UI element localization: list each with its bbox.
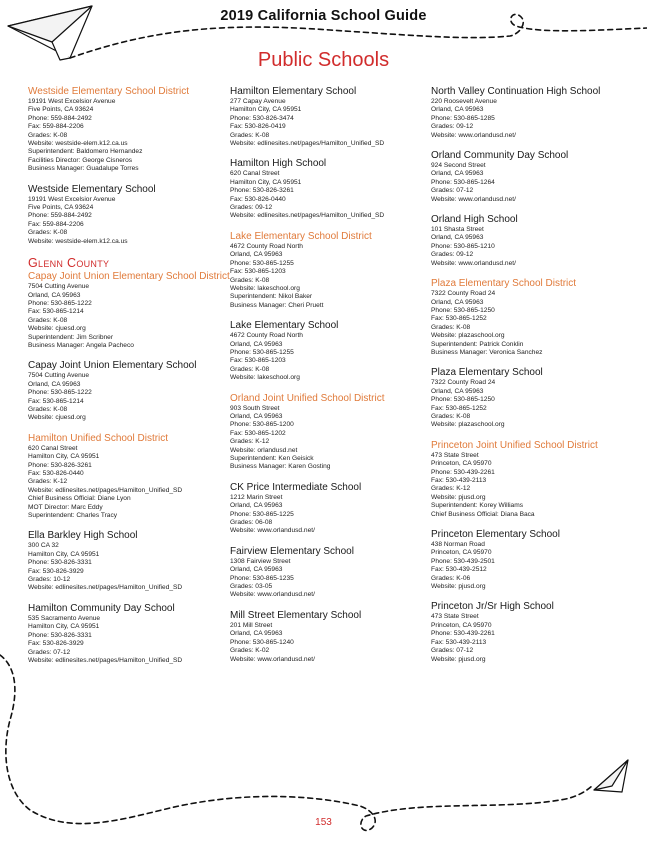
directory-column-2 [230, 86, 430, 674]
entry-detail-line: Phone: 530-826-3261 [230, 187, 294, 195]
entry-detail-line: Orland, CA 95963 [431, 387, 484, 395]
entry-detail-line: Fax: 559-884-2206 [28, 220, 84, 228]
page-header-title: 2019 California School Guide [220, 8, 427, 24]
entry-detail-line: Fax: 530-865-1214 [28, 308, 84, 316]
entry-detail-line: Phone: 530-865-1235 [230, 574, 294, 582]
entry-detail-line: Website: www.orlandusd.net/ [431, 131, 516, 139]
entry-detail-line: 19191 West Excelsior Avenue [28, 98, 116, 105]
school-name: CK Price Intermediate School [230, 481, 362, 493]
entry-detail-line: Phone: 530-865-1225 [230, 510, 294, 518]
entry-detail-line: Website: plazaschool.org [431, 421, 505, 429]
entry-detail-line: Grades: K-12 [431, 485, 471, 493]
entry-detail-line: 473 State Street [431, 451, 479, 459]
entry-detail-line: 19191 West Excelsior Avenue [28, 195, 116, 203]
entry-detail-line: Phone: 530-865-1210 [431, 242, 495, 250]
entry-detail-line: Phone: 530-826-3261 [28, 461, 92, 469]
entry-detail-line: MOT Director: Marc Eddy [28, 503, 103, 511]
entry-detail-line: Phone: 559-884-2492 [28, 212, 92, 220]
entry-detail-line: 101 Shasta Street [431, 226, 484, 234]
entry-detail-line: Princeton, CA 95970 [431, 621, 492, 629]
entry-detail-line: Grades: 09-12 [230, 204, 273, 212]
school-entry [431, 150, 631, 204]
section-title: Public Schools [257, 49, 390, 71]
school-entry [230, 320, 430, 382]
entry-detail-line: Phone: 530-826-3331 [28, 559, 92, 567]
entry-detail-line: Grades: K-08 [28, 405, 68, 413]
school-entry [431, 367, 631, 429]
school-name: Hamilton High School [230, 158, 327, 170]
entry-detail-line: Fax: 530-865-1202 [230, 429, 286, 437]
county-heading: Glenn County [28, 256, 110, 271]
entry-detail-line: Superintendent: Nikol Baker [230, 293, 313, 301]
entry-detail-line: Grades: 03-05 [230, 583, 273, 591]
entry-detail-line: Website: pjusd.org [431, 655, 486, 663]
entry-detail-line: 620 Canal Street [28, 444, 78, 452]
district-entry [230, 231, 430, 310]
entry-detail-line: Grades: 06-08 [230, 519, 273, 527]
entry-detail-line: 473 State Street [431, 613, 479, 621]
entry-detail-line: Chief Business Official: Diana Baca [431, 510, 535, 518]
entry-detail-line: Phone: 530-865-1222 [28, 299, 92, 307]
entry-detail-line: 7322 County Road 24 [431, 379, 496, 387]
entry-detail-line: Fax: 530-826-0440 [28, 470, 84, 477]
entry-detail-line: 924 Second Street [431, 162, 486, 170]
entry-detail-line: Phone: 530-439-2261 [431, 630, 495, 638]
entry-detail-line: Phone: 530-826-3474 [230, 114, 294, 122]
district-entry [431, 440, 631, 519]
district-entry [28, 86, 230, 174]
school-name: Princeton Elementary School [431, 529, 560, 541]
school-entry [28, 603, 230, 665]
school-name: Capay Joint Union Elementary School [28, 360, 197, 372]
entry-detail-line: Website: www.orlandusd.net/ [230, 591, 315, 599]
entry-detail-line: Chief Business Official: Diane Lyon [28, 495, 131, 503]
page-number: 153 [315, 817, 332, 828]
entry-detail-line: Website: edlinesites.net/pages/Hamilton_Unified_SD [230, 140, 385, 148]
entry-detail-line: Orland, CA 95963 [431, 170, 484, 178]
entry-detail-line: Five Points, CA 93624 [28, 106, 94, 114]
school-name: Fairview Elementary School [230, 545, 354, 557]
entry-detail-line: Facilities Director: George Cisneros [28, 156, 133, 164]
entry-detail-line: Grades: K-08 [431, 323, 471, 331]
entry-detail-line: Fax: 530-826-0440 [230, 195, 286, 203]
entry-detail-line: Grades: K-08 [431, 412, 471, 420]
entry-detail-line: Hamilton City, CA 95951 [28, 550, 100, 558]
entry-detail-line: Phone: 530-865-1222 [28, 389, 92, 397]
entry-detail-line: Fax: 530-439-2113 [431, 638, 487, 646]
entry-detail-line: Fax: 530-826-3929 [28, 567, 84, 575]
school-entry [230, 86, 430, 148]
school-entry [431, 601, 631, 663]
entry-detail-line: Orland, CA 95963 [230, 566, 283, 574]
district-entry [431, 278, 631, 357]
entry-detail-line: Grades: 07-12 [431, 187, 474, 195]
entry-detail-line: Website: www.orlandusd.net/ [230, 527, 315, 535]
entry-detail-line: Grades: 09-12 [431, 123, 474, 131]
entry-detail-line: Phone: 530-865-1255 [230, 348, 294, 356]
entry-detail-line: Orland, CA 95963 [28, 291, 81, 299]
school-name: Ella Barkley High School [28, 530, 138, 542]
school-entry [431, 529, 631, 591]
entry-detail-line: Phone: 530-865-1240 [230, 638, 294, 646]
entry-detail-line: Orland, CA 95963 [230, 340, 283, 348]
entry-detail-line: Orland, CA 95963 [230, 412, 283, 420]
school-name: Westside Elementary School [28, 183, 156, 195]
entry-detail-line: Business Manager: Guadalupe Torres [28, 165, 139, 173]
entry-detail-line: Fax: 530-865-1252 [431, 315, 487, 323]
entry-detail-line: Fax: 559-884-2206 [28, 123, 84, 131]
school-entry [28, 530, 230, 592]
district-name: Hamilton Unified School District [28, 432, 169, 444]
entry-detail-line: Business Manager: Karen Gosting [230, 463, 331, 471]
entry-detail-line: 4672 County Road North [230, 242, 303, 250]
entry-detail-line: Website: plazaschool.org [431, 332, 505, 340]
school-entry [28, 360, 230, 422]
entry-detail-line: Phone: 530-826-3331 [28, 631, 92, 639]
entry-detail-line: 535 Sacramento Avenue [28, 614, 101, 622]
entry-detail-line: Fax: 530-826-3929 [28, 640, 84, 648]
entry-detail-line: Superintendent: Jim Scribner [28, 333, 114, 341]
entry-detail-line: Grades: K-08 [28, 131, 68, 139]
district-name: Princeton Joint Unified School District [431, 439, 598, 451]
entry-detail-line: Phone: 530-865-1250 [431, 396, 495, 404]
entry-detail-line: 1308 Fairview Street [230, 557, 291, 565]
entry-detail-line: Phone: 559-884-2492 [28, 114, 92, 122]
paper-airplane-icon [594, 760, 628, 792]
entry-detail-line: Website: orlandusd.net [230, 446, 298, 454]
entry-detail-line: Website: pjusd.org [431, 493, 486, 501]
entry-detail-line: Website: cjuesd.org [28, 325, 86, 333]
school-entry [431, 86, 631, 140]
entry-detail-line: Fax: 530-865-1214 [28, 397, 84, 405]
entry-detail-line: Website: www.orlandusd.net/ [431, 195, 516, 203]
entry-detail-line: Princeton, CA 95970 [431, 549, 492, 557]
directory-column-1 [28, 86, 230, 675]
school-name: Mill Street Elementary School [230, 609, 362, 621]
entry-detail-line: Grades: K-02 [230, 647, 270, 655]
entry-detail-line: 903 South Street [230, 404, 280, 412]
entry-detail-line: Website: westside-elem.k12.ca.us [28, 237, 128, 245]
district-entry [230, 393, 430, 472]
entry-detail-line: Orland, CA 95963 [230, 630, 283, 638]
entry-detail-line: 7504 Cutting Avenue [28, 372, 90, 380]
entry-detail-line: Hamilton City, CA 95951 [28, 453, 100, 461]
entry-detail-line: Princeton, CA 95970 [431, 460, 492, 468]
entry-detail-line: Fax: 530-865-1252 [431, 404, 487, 412]
entry-detail-line: Fax: 530-865-1203 [230, 268, 286, 276]
school-entry [28, 184, 230, 246]
entry-detail-line: Grades: K-08 [230, 365, 270, 373]
school-entry [230, 158, 430, 220]
entry-detail-line: Fax: 530-865-1203 [230, 357, 286, 365]
entry-detail-line: Website: www.orlandusd.net/ [230, 655, 315, 663]
entry-detail-line: 300 CA 32 [28, 542, 59, 550]
entry-detail-line: Business Manager: Veronica Sanchez [431, 348, 543, 356]
entry-detail-line: Superintendent: Charles Tracy [28, 512, 118, 520]
school-entry [230, 610, 430, 664]
entry-detail-line: 7322 County Road 24 [431, 290, 496, 298]
entry-detail-line: Website: cjuesd.org [28, 414, 86, 422]
entry-detail-line: Grades: K-08 [28, 316, 68, 324]
entry-detail-line: Business Manager: Angela Pacheco [28, 341, 134, 349]
school-name: Princeton Jr/Sr High School [431, 601, 554, 613]
entry-detail-line: Phone: 530-439-2501 [431, 557, 495, 565]
entry-detail-line: Phone: 530-865-1255 [230, 259, 294, 267]
entry-detail-line: Website: lakeschool.org [230, 374, 300, 382]
entry-detail-line: Grades: K-12 [28, 478, 68, 486]
school-name: Orland High School [431, 214, 518, 226]
entry-detail-line: Website: edlinesites.net/pages/Hamilton_Unified_SD [28, 486, 183, 494]
entry-detail-line: Website: edlinesites.net/pages/Hamilton_Unified_SD [28, 656, 183, 664]
district-entry [28, 433, 230, 521]
entry-detail-line: Superintendent: Ken Geisick [230, 455, 314, 462]
school-name: North Valley Continuation High School [431, 86, 601, 97]
entry-detail-line: Grades: K-08 [230, 276, 270, 284]
entry-detail-line: 7504 Cutting Avenue [28, 283, 90, 291]
entry-detail-line: Website: lakeschool.org [230, 284, 300, 292]
district-name: Lake Elementary School District [230, 230, 372, 242]
entry-detail-line: Grades: 09-12 [431, 251, 474, 259]
entry-detail-line: Orland, CA 95963 [431, 234, 484, 242]
school-entry [230, 482, 430, 536]
entry-detail-line: Fax: 530-439-2512 [431, 566, 487, 574]
entry-detail-line: Orland, CA 95963 [230, 502, 283, 510]
entry-detail-line: Hamilton City, CA 95951 [28, 623, 100, 631]
entry-detail-line: Website: www.orlandusd.net/ [431, 259, 516, 267]
entry-detail-line: Superintendent: Korey Williams [431, 502, 523, 510]
entry-detail-line: Grades: 07-12 [28, 648, 71, 656]
school-entry [431, 214, 631, 268]
entry-detail-line: Website: edlinesites.net/pages/Hamilton_Unified_SD [230, 212, 385, 220]
school-name: Hamilton Community Day School [28, 602, 175, 614]
entry-detail-line: Grades: K-08 [28, 229, 68, 237]
entry-detail-line: Five Points, CA 93624 [28, 204, 94, 212]
entry-detail-line: Grades: K-08 [230, 131, 270, 139]
entry-detail-line: Website: edlinesites.net/pages/Hamilton_Unified_SD [28, 584, 183, 592]
school-name: Lake Elementary School [230, 320, 339, 332]
district-name: Plaza Elementary School District [431, 278, 577, 290]
district-name: Capay Joint Union Elementary School District [28, 271, 230, 283]
entry-detail-line: Phone: 530-865-1250 [431, 306, 495, 314]
entry-detail-line: Grades: K-06 [431, 574, 471, 582]
entry-detail-line: 620 Canal Street [230, 170, 280, 178]
school-name: Hamilton Elementary School [230, 86, 357, 97]
entry-detail-line: Fax: 530-439-2113 [431, 477, 487, 484]
entry-detail-line: Grades: 07-12 [431, 647, 474, 655]
entry-detail-line: Hamilton City, CA 95951 [230, 106, 302, 114]
school-entry [230, 546, 430, 600]
entry-detail-line: 1212 Marin Street [230, 493, 283, 501]
entry-detail-line: Business Manager: Cheri Pruett [230, 301, 324, 309]
entry-detail-line: Orland, CA 95963 [230, 251, 283, 259]
entry-detail-line: Grades: K-12 [230, 438, 270, 446]
entry-detail-line: Website: westside-elem.k12.ca.us [28, 140, 128, 148]
entry-detail-line: Superintendent: Patrick Conklin [431, 340, 524, 348]
entry-detail-line: Superintendent: Baldomero Hernandez [28, 148, 143, 156]
entry-detail-line: 201 Mill Street [230, 621, 273, 629]
district-entry [28, 256, 230, 350]
entry-detail-line: 4672 County Road North [230, 332, 303, 340]
entry-detail-line: Fax: 530-826-0419 [230, 123, 286, 131]
entry-detail-line: Grades: 10-12 [28, 576, 71, 584]
entry-detail-line: Orland, CA 95963 [431, 298, 484, 306]
entry-detail-line: Phone: 530-439-2261 [431, 468, 495, 476]
district-name: Orland Joint Unified School District [230, 392, 385, 404]
entry-detail-line: Orland, CA 95963 [28, 380, 81, 388]
school-name: Orland Community Day School [431, 150, 569, 162]
entry-detail-line: Phone: 530-865-1200 [230, 421, 294, 429]
directory-column-3 [431, 86, 631, 674]
entry-detail-line: 220 Roosevelt Avenue [431, 98, 497, 105]
district-name: Westside Elementary School District [28, 86, 189, 97]
entry-detail-line: 438 Norman Road [431, 541, 485, 549]
entry-detail-line: Phone: 530-865-1285 [431, 114, 495, 122]
entry-detail-line: Website: pjusd.org [431, 583, 486, 591]
entry-detail-line: Hamilton City, CA 95951 [230, 178, 302, 186]
entry-detail-line: Phone: 530-865-1264 [431, 178, 495, 186]
school-name: Plaza Elementary School [431, 367, 543, 379]
entry-detail-line: Orland, CA 95963 [431, 106, 484, 114]
entry-detail-line: 277 Capay Avenue [230, 98, 286, 105]
